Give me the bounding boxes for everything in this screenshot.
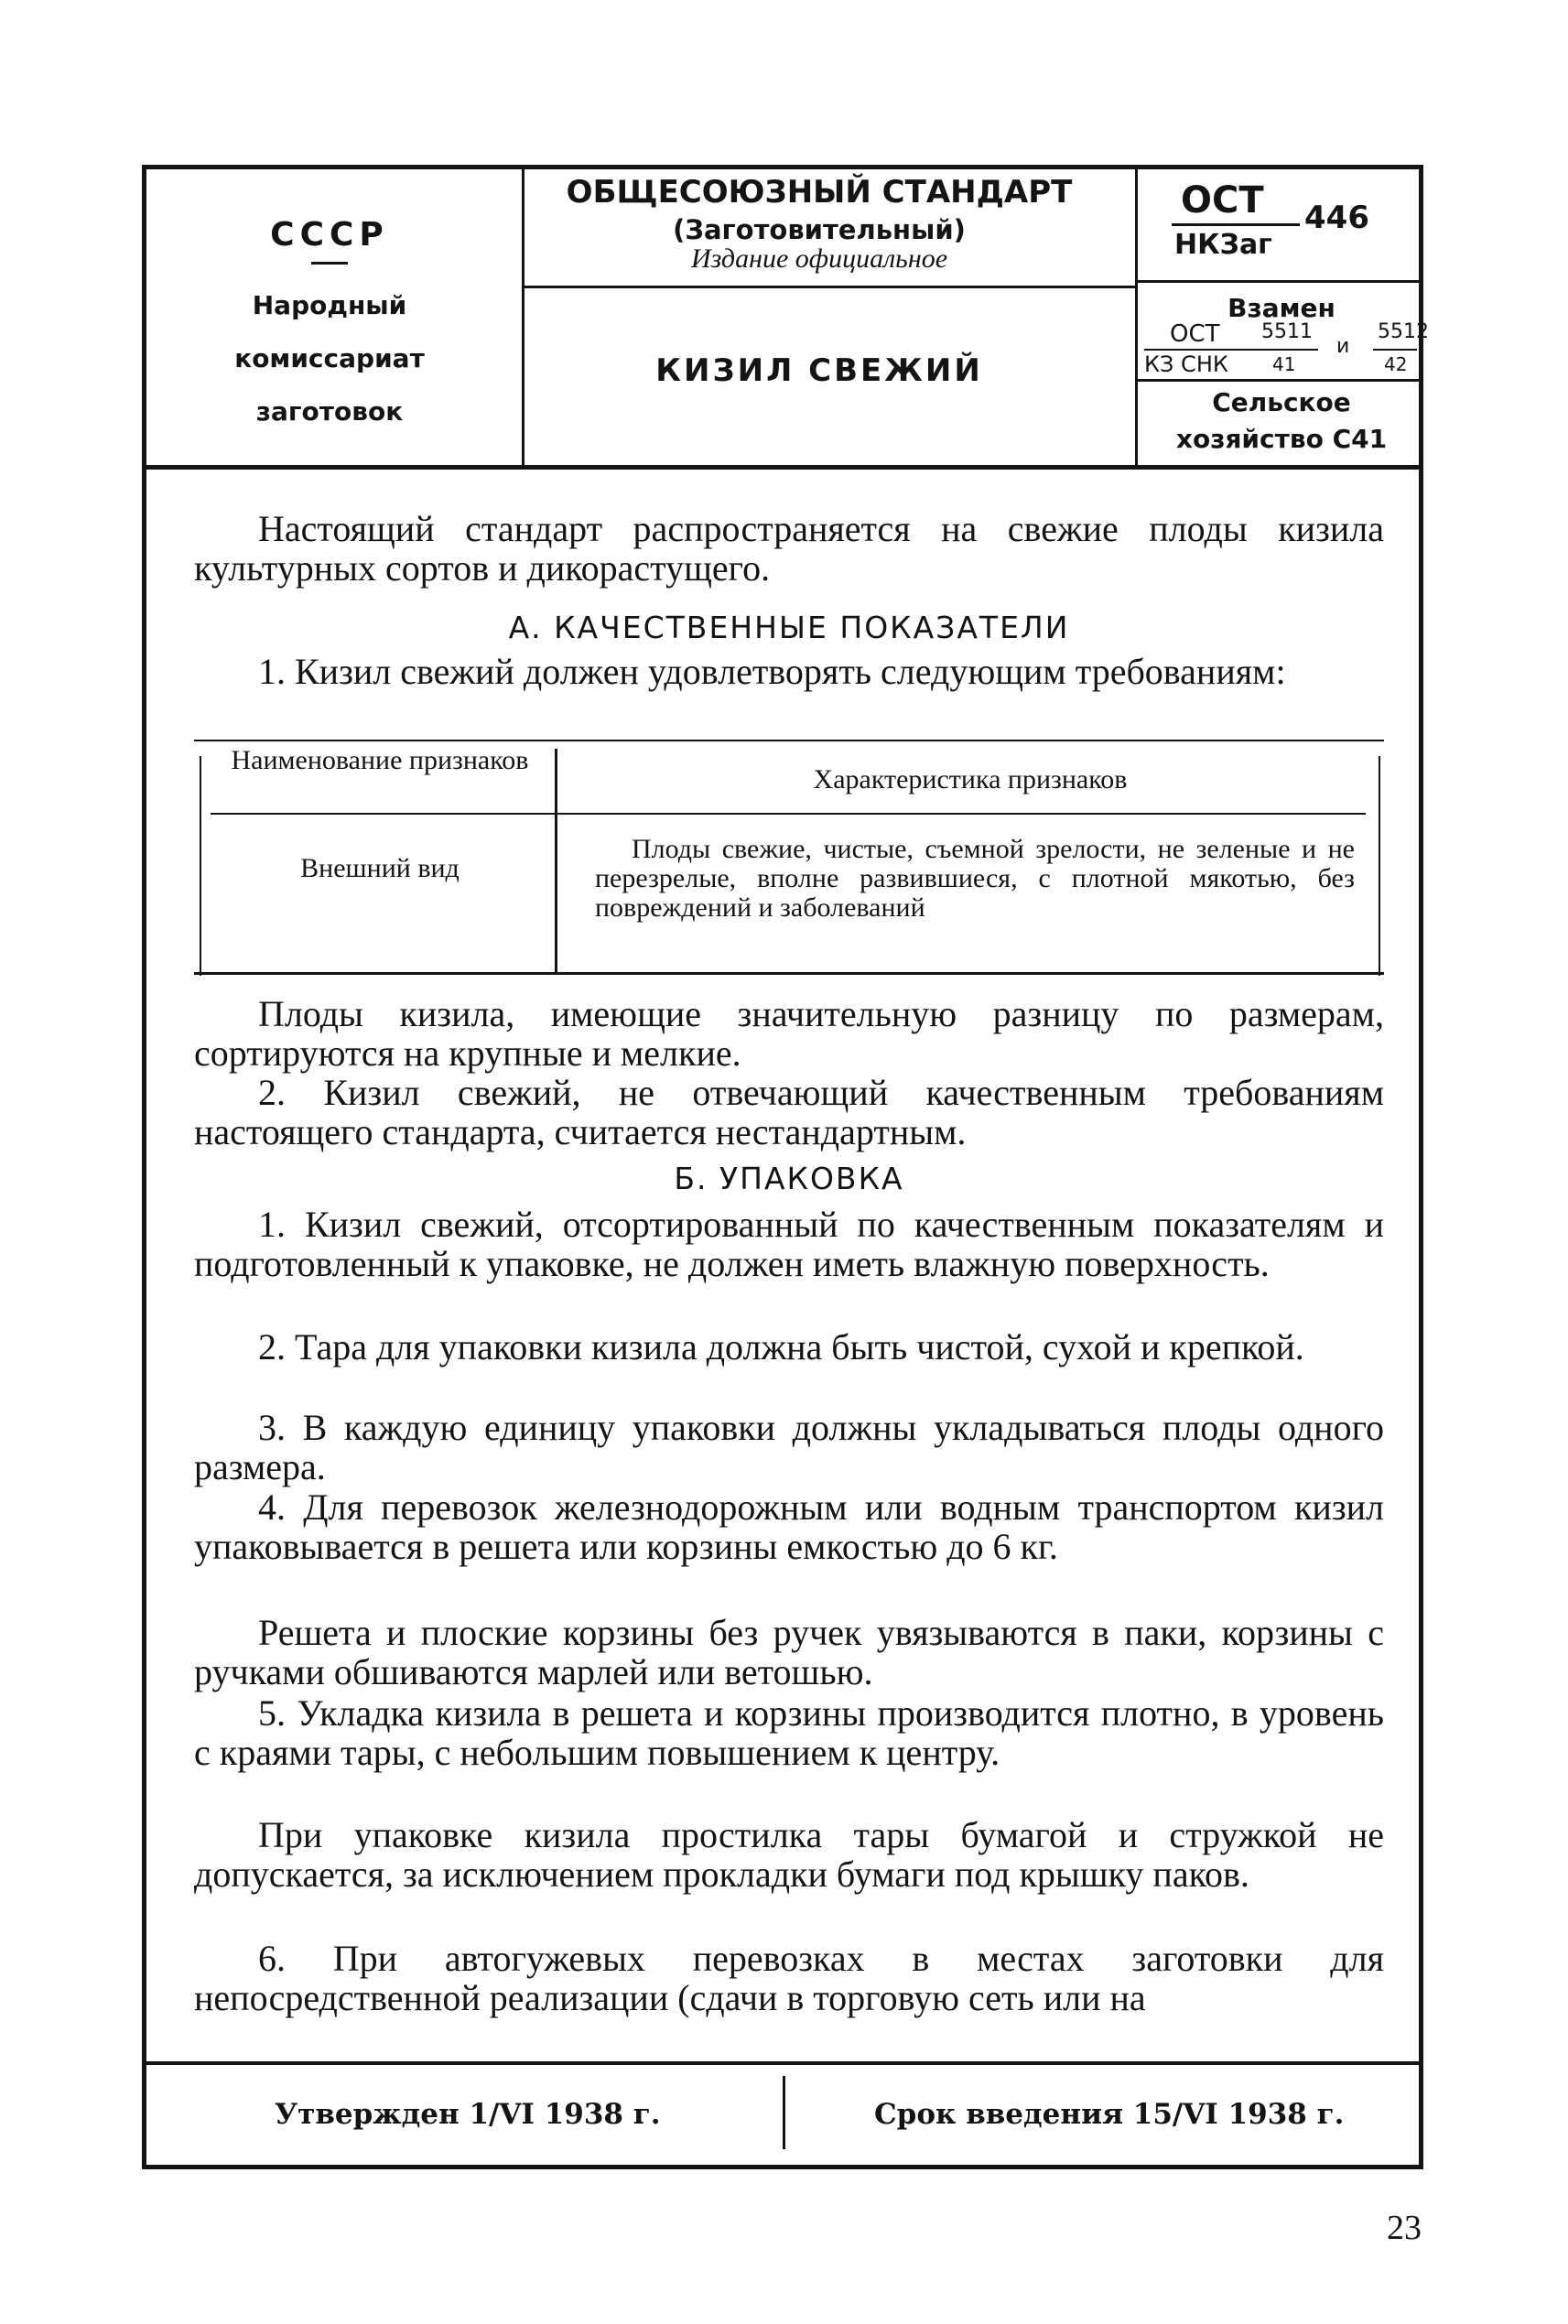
replaces-fraction-line-2 (1373, 349, 1417, 351)
commissariat-line-3: заготовок (255, 396, 404, 427)
standard-subtitle: (Заготовительный) (673, 214, 966, 245)
approved-date: Утвержден 1/VI 1938 г. (275, 2098, 661, 2131)
ost-number: 446 (1304, 200, 1369, 236)
section-a-heading: А. КАЧЕСТВЕННЫЕ ПОКАЗАТЕЛИ (508, 610, 1070, 645)
country-label: СССР (270, 216, 389, 254)
product-name: КИЗИЛ СВЕЖИЙ (655, 352, 983, 389)
section-b-clause-6: 6. При автогужевых перевозках в местах заготовки для непосредственной реализации (сдачи в торговую сеть или на (194, 1938, 1384, 2018)
baskets-paragraph: Решета и плоские корзины без ручек увязываются в паки, корзины с ручками обшиваются марлей или ветошью. (194, 1612, 1384, 1692)
table-header-rule (211, 813, 1366, 815)
table-row-name: Внешний вид (300, 853, 460, 883)
replaces-conjunction: и (1336, 335, 1350, 358)
table-left-edge (200, 756, 201, 976)
ost-label: ОСТ (1181, 179, 1264, 222)
edition-label: Издание официальное (690, 243, 948, 274)
header-replace-rule (1137, 379, 1421, 382)
section-b-clause-1: 1. Кизил свежий, отсортированный по качественным показателям и подготовленный к упаковке, не должен иметь влажную поверхность. (194, 1204, 1384, 1284)
effective-date: Срок введения 15/VI 1938 г. (874, 2098, 1345, 2131)
replaces-ksnk: КЗ СНК (1144, 351, 1228, 377)
replaces-ost: ОСТ (1170, 320, 1220, 348)
classification-line-1: Сельское (1212, 387, 1351, 417)
commissariat-label (151, 279, 508, 438)
header-divider-left (522, 169, 524, 465)
footer-top-rule (142, 2061, 1423, 2065)
header-bottom-rule (142, 465, 1423, 470)
table-top-rule (194, 740, 1384, 741)
section-b-heading: Б. УПАКОВКА (674, 1161, 904, 1196)
section-b-clause-5: 5. Укладка кизила в решета и корзины производится плотно, в уровень с краями тары, с небольшим повышением к центру. (194, 1692, 1384, 1773)
header-divider-right (1135, 169, 1138, 465)
section-b-clause-4: 4. Для перевозок железнодорожным или водным транспортом кизил упаковывается в решета или корзины емкостью до 6 кг. (194, 1486, 1384, 1567)
replaces-num2-top: 5512 (1378, 320, 1429, 343)
table-col2-header: Характеристика признаков (813, 764, 1128, 794)
ost-fraction-line (1172, 223, 1300, 226)
header-ost-rule (1137, 280, 1421, 283)
section-b-clause-3: 3. В каждую единицу упаковки должны укладываться плоды одного размера. (194, 1407, 1384, 1487)
replaces-fraction-line-1 (1144, 349, 1318, 351)
replaces-num1-bottom: 41 (1272, 353, 1296, 375)
lining-paragraph: При упаковке кизила простилка тары бумагой и стружкой не допускается, за исключением прокладки бумаги под крышку паков. (194, 1814, 1384, 1895)
table-right-edge (1379, 756, 1380, 976)
classification-line-2: хозяйство С41 (1175, 424, 1388, 454)
commissariat-line-1: Народный (252, 290, 407, 320)
size-paragraph: Плоды кизила, имеющие значительную разницу по размерам, сортируются на крупные и мелкие. (194, 993, 1384, 1074)
table-column-divider (555, 749, 557, 972)
section-b-clause-2: 2. Тара для упаковки кизила должна быть чистой, сухой и крепкой. (258, 1326, 1304, 1367)
commissariat-line-2: комиссариат (234, 343, 425, 373)
table-col1-header: Наименование признаков (231, 745, 529, 775)
page-number: 23 (1387, 2209, 1422, 2247)
classification-label (1140, 384, 1423, 458)
footer-divider (783, 2076, 785, 2149)
intro-paragraph: Настоящий стандарт распространяется на свежие плоды кизила культурных сортов и дикорастущего. (194, 508, 1384, 589)
replaces-num1-top: 5511 (1261, 320, 1313, 343)
header-middle-rule (524, 286, 1135, 288)
replaces-label: Взамен (1227, 293, 1336, 323)
section-a-clause-2: 2. Кизил свежий, не отвечающий качественным требованиям настоящего стандарта, считается нестандартным. (194, 1072, 1384, 1152)
ost-issuer: НКЗаг (1174, 229, 1272, 261)
standard-title: ОБЩЕСОЮЗНЫЙ СТАНДАРТ (566, 174, 1073, 211)
country-dash (311, 262, 348, 265)
replaces-num2-bottom: 42 (1384, 353, 1408, 375)
section-a-clause-1: 1. Кизил свежий должен удовлетворять следующим требованиям: (258, 651, 1286, 692)
table-row-description: Плоды свежие, чистые, съемной зрелости, не зеленые и не перезрелые, вполне развившиеся, с плотной мякотью, без повреждений и заболеваний (595, 834, 1355, 923)
table-bottom-rule (194, 972, 1384, 975)
